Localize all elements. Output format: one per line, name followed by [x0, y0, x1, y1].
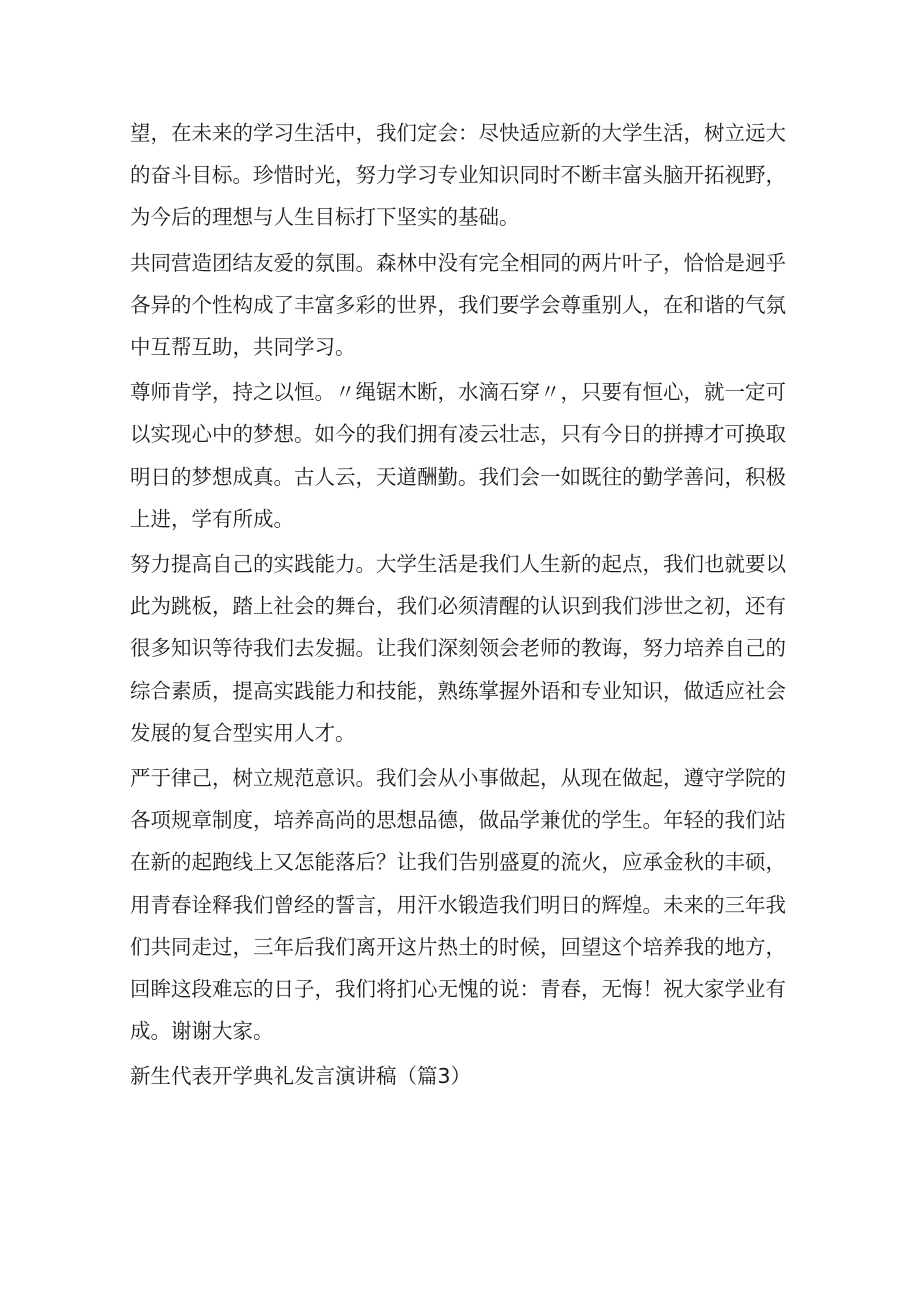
document-body: [130, 112, 800, 1098]
paragraph-2: 共同营造团结友爱的氛围。森林中没有完全相同的两片叶子，恰恰是迥乎各异的个性构成了丰富多彩的世界，我们要学会尊重别人，在和谐的气氛中互帮互助，共同学习。: [130, 250, 786, 360]
paragraph-4: 努力提高自己的实践能力。大学生活是我们人生新的起点，我们也就要以此为跳板，踏上社会的舞台，我们必须清醒的认识到我们涉世之初，还有很多知识等待我们去发掘。让我们深刻领会老师的教诲，努力培养自己的综合素质，提高实践能力和技能，熟练掌握外语和专业知识，做适应社会发展的复合型实用人才。: [130, 552, 786, 745]
paragraph-1: 望，在未来的学习生活中，我们定会：尽快适应新的大学生活，树立远大的奋斗目标。珍惜时光，努力学习专业知识同时不断丰富头脑开拓视野，为今后的理想与人生目标打下坚实的基础。: [130, 121, 786, 230]
section-heading: 新生代表开学典礼发言演讲稿（篇3）: [130, 1064, 472, 1089]
paragraph-5: 严于律己，树立规范意识。我们会从小事做起，从现在做起，遵守学院的各项规章制度，培养高尚的思想品德，做品学兼优的学生。年轻的我们站在新的起跑线上又怎能落后？让我们告别盛夏的流火，应承金秋的丰硕，用青春诠释我们曾经的誓言，用汗水锻造我们明日的辉煌。未来的三年我们共同走过，三年后我们离开这片热土的时候，回望这个培养我的地方，回眸这段难忘的日子，我们将扪心无愧的说：青春，无悔！祝大家学业有成。谢谢大家。: [130, 766, 786, 1044]
paragraph-3: 尊师肯学，持之以恒。〃绳锯木断，水滴石穿〃，只要有恒心，就一定可以实现心中的梦想。如今的我们拥有凌云壮志，只有今日的拼搏才可换取明日的梦想成真。古人云，天道酬勤。我们会一如既往的勤学善问，积极上进，学有所成。: [130, 380, 786, 531]
